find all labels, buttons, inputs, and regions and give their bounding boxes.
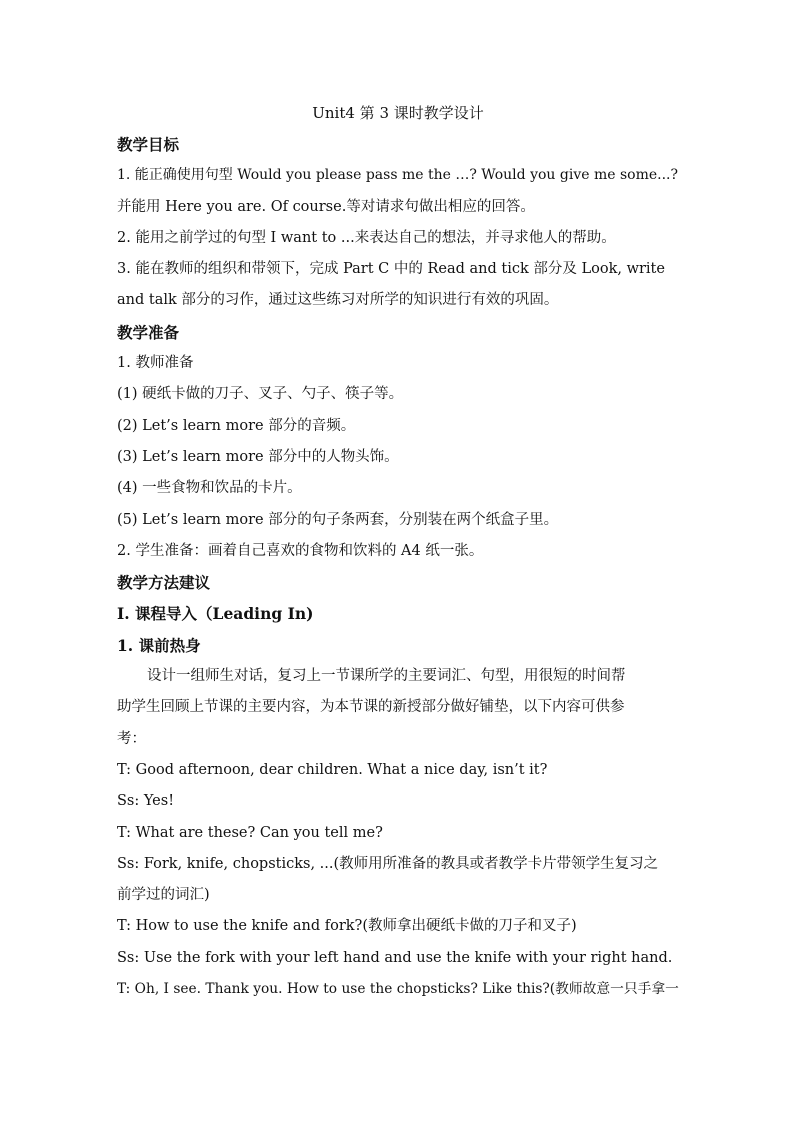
warmup-paragraph-line-3: 考： bbox=[117, 730, 146, 747]
prep-student: 2. 学生准备：画着自己喜欢的食物和饮料的 A4 纸一张。 bbox=[117, 542, 484, 559]
objectives-heading: 教学目标 bbox=[117, 135, 180, 154]
objective-3-line-1: 3. 能在教师的组织和带领下，完成 Part C 中的 Read and tick 部分及 Look, write bbox=[117, 261, 665, 278]
dialog-line-6: Ss: Use the fork with your left hand and use the knife with your right hand. bbox=[117, 949, 673, 966]
method-heading: 教学方法建议 bbox=[117, 573, 211, 593]
objective-2: 2. 能用之前学过的句型 I want to ...来表达自己的想法，并寻求他人的帮助。 bbox=[117, 229, 616, 246]
prep-item-2: (2) Let’s learn more 部分的音频。 bbox=[117, 417, 356, 434]
warmup-paragraph-line-1: 设计一组师生对话，复习上一节课所学的主要词汇、句型，用很短的时间帮 bbox=[147, 668, 626, 685]
dialog-line-4a: Ss: Fork, knife, chopsticks, ...(教师用所准备的教具或者教学卡片带领学生复习之 bbox=[117, 855, 659, 872]
warmup-paragraph-line-2: 助学生回顾上节课的主要内容，为本节课的新授部分做好铺垫，以下内容可供参 bbox=[117, 699, 625, 716]
prep-item-4: (4) 一些食物和饮品的卡片。 bbox=[117, 480, 302, 497]
prep-item-5: (5) Let’s learn more 部分的句子条两套，分别装在两个纸盒子里。 bbox=[117, 511, 559, 528]
leading-in-heading: I. 课程导入（Leading In) bbox=[117, 604, 314, 624]
dialog-line-3: T: What are these? Can you tell me? bbox=[117, 824, 383, 841]
objective-3-line-2: and talk 部分的习作，通过这些练习对所学的知识进行有效的巩固。 bbox=[117, 292, 559, 309]
dialog-line-1: T: Good afternoon, dear children. What a nice day, isn’t it? bbox=[117, 761, 548, 778]
document-title: Unit4 第 3 课时教学设计 bbox=[312, 104, 484, 122]
dialog-line-2: Ss: Yes! bbox=[117, 793, 175, 810]
warmup-heading: 1. 课前热身 bbox=[117, 635, 201, 655]
prep-teacher: 1. 教师准备 bbox=[117, 355, 194, 372]
preparation-heading: 教学准备 bbox=[117, 322, 180, 342]
dialog-line-5: T: How to use the knife and fork?(教师拿出硬纸卡做的刀子和叉子) bbox=[117, 918, 577, 935]
document-body bbox=[117, 100, 679, 1005]
dialog-line-4b: 前学过的词汇) bbox=[117, 887, 210, 904]
dialog-line-7: T: Oh, I see. Thank you. How to use the chopsticks? Like this?(教师故意一只手拿一 bbox=[117, 981, 679, 998]
objective-1-line-2: 并能用 Here you are. Of course.等对请求句做出相应的回答。 bbox=[117, 198, 535, 215]
objective-1-line-1: 1. 能正确使用句型 Would you please pass me the …? Would you give me some...? bbox=[117, 167, 679, 184]
prep-item-3: (3) Let’s learn more 部分中的人物头饰。 bbox=[117, 448, 399, 465]
prep-item-1: (1) 硬纸卡做的刀子、叉子、勺子、筷子等。 bbox=[117, 386, 404, 403]
